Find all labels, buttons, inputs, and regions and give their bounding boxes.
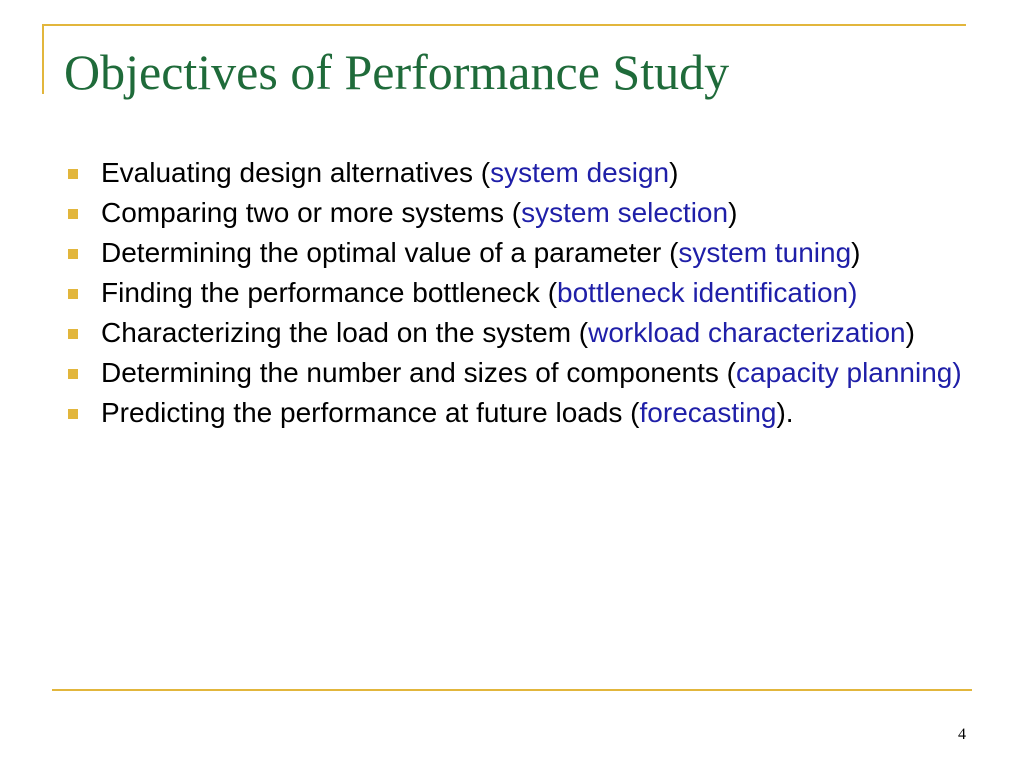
bullet-text: Determining the number and sizes of components ( (101, 357, 736, 388)
square-bullet-icon (68, 169, 78, 179)
bullet-text: Comparing two or more systems ( (101, 197, 522, 228)
square-bullet-icon (68, 209, 78, 219)
bullet-item (64, 194, 964, 231)
slide-title: Objectives of Performance Study (64, 44, 730, 100)
bullet-item (64, 354, 964, 391)
bullet-item (64, 274, 964, 311)
square-bullet-icon (68, 409, 78, 419)
bullet-item (64, 314, 964, 351)
bullet-tail: ) (669, 157, 679, 188)
bullet-text: Determining the optimal value of a parameter ( (101, 237, 679, 268)
square-bullet-icon (68, 249, 78, 259)
top-rule (42, 24, 966, 26)
bullet-item (64, 154, 964, 191)
bullet-list (64, 154, 964, 434)
bullet-item (64, 394, 964, 431)
bullet-highlight: workload characterization (588, 317, 906, 348)
bullet-highlight: bottleneck identification) (557, 277, 858, 308)
bullet-text: Characterizing the load on the system ( (101, 317, 589, 348)
bullet-highlight: forecasting (639, 397, 777, 428)
bullet-text: Evaluating design alternatives ( (101, 157, 491, 188)
left-rule (42, 24, 44, 94)
bullet-tail: ) (728, 197, 738, 228)
square-bullet-icon (68, 369, 78, 379)
page-number: 4 (958, 726, 966, 743)
bullet-item (64, 234, 964, 271)
bullet-highlight: system design (490, 157, 670, 188)
bullet-highlight: system selection (521, 197, 729, 228)
square-bullet-icon (68, 289, 78, 299)
bullet-tail: ) (905, 317, 915, 348)
bullet-tail: ) (851, 237, 861, 268)
bullet-text: Predicting the performance at future loads ( (101, 397, 640, 428)
bullet-highlight: system tuning (678, 237, 852, 268)
bullet-highlight: capacity planning) (736, 357, 962, 388)
bottom-rule (52, 689, 972, 691)
bullet-tail: ). (776, 397, 794, 428)
square-bullet-icon (68, 329, 78, 339)
bullet-text: Finding the performance bottleneck ( (101, 277, 558, 308)
